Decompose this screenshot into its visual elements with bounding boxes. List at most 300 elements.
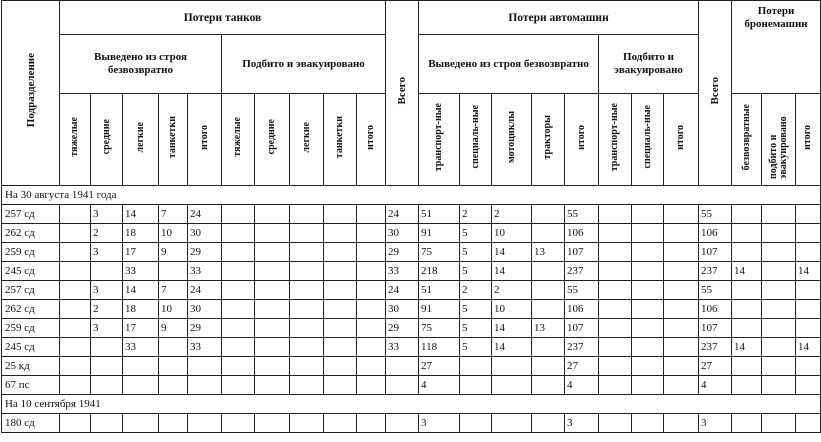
value-cell (255, 243, 290, 262)
value-cell (599, 205, 632, 224)
col-header: безвозвратные (732, 94, 762, 186)
value-cell (324, 262, 357, 281)
value-cell: 29 (386, 243, 419, 262)
value-cell (632, 224, 664, 243)
unit-cell: 245 сд (2, 338, 60, 357)
value-cell (762, 205, 796, 224)
value-cell: 18 (123, 224, 159, 243)
value-cell (762, 300, 796, 319)
value-cell (222, 376, 255, 395)
value-cell (60, 243, 91, 262)
value-cell: 237 (699, 338, 732, 357)
unit-cell: 257 сд (2, 281, 60, 300)
tanks-total-header: Всего (386, 1, 419, 186)
value-cell (324, 338, 357, 357)
value-cell (60, 338, 91, 357)
value-cell (796, 224, 821, 243)
value-cell: 5 (460, 338, 492, 357)
value-cell (732, 414, 762, 433)
value-cell: 237 (565, 262, 599, 281)
value-cell (796, 243, 821, 262)
value-cell: 3 (91, 319, 123, 338)
value-cell (255, 224, 290, 243)
value-cell (357, 319, 386, 338)
value-cell (290, 319, 324, 338)
value-cell (599, 319, 632, 338)
value-cell (732, 224, 762, 243)
value-cell: 3 (565, 414, 599, 433)
value-cell (255, 414, 290, 433)
value-cell: 4 (419, 376, 460, 395)
col-header: специаль-ные (632, 94, 664, 186)
value-cell: 10 (492, 300, 532, 319)
value-cell: 17 (123, 243, 159, 262)
value-cell (60, 205, 91, 224)
value-cell: 4 (565, 376, 599, 395)
value-cell: 106 (699, 224, 732, 243)
value-cell (222, 281, 255, 300)
unit-cell: 245 сд (2, 262, 60, 281)
value-cell: 106 (565, 300, 599, 319)
value-cell (632, 319, 664, 338)
value-cell: 9 (159, 243, 188, 262)
value-cell (324, 376, 357, 395)
value-cell (796, 414, 821, 433)
value-cell (222, 357, 255, 376)
value-cell (290, 205, 324, 224)
value-cell (290, 281, 324, 300)
tanks-irrecoverable-header: Выведено из строя безвозвратно (60, 35, 222, 94)
col-header: средние (91, 94, 123, 186)
value-cell: 75 (419, 243, 460, 262)
unit-cell: 67 пс (2, 376, 60, 395)
value-cell (324, 224, 357, 243)
value-cell (159, 376, 188, 395)
value-cell (664, 357, 699, 376)
value-cell (357, 205, 386, 224)
value-cell (222, 414, 255, 433)
value-cell (357, 357, 386, 376)
value-cell: 91 (419, 300, 460, 319)
value-cell: 27 (419, 357, 460, 376)
value-cell: 29 (188, 319, 222, 338)
value-cell (532, 224, 565, 243)
value-cell: 14 (732, 338, 762, 357)
value-cell (599, 224, 632, 243)
col-header: тяжелые (222, 94, 255, 186)
value-cell: 3 (91, 205, 123, 224)
value-cell (732, 300, 762, 319)
losses-table (1, 0, 821, 433)
value-cell (222, 262, 255, 281)
value-cell: 33 (386, 262, 419, 281)
value-cell (532, 262, 565, 281)
value-cell (762, 338, 796, 357)
value-cell: 51 (419, 281, 460, 300)
unit-cell: 262 сд (2, 224, 60, 243)
value-cell: 5 (460, 319, 492, 338)
value-cell (255, 338, 290, 357)
value-cell (732, 376, 762, 395)
table-row (2, 300, 821, 319)
value-cell (664, 243, 699, 262)
value-cell: 13 (532, 243, 565, 262)
unit-cell: 257 сд (2, 205, 60, 224)
value-cell: 14 (492, 262, 532, 281)
value-cell: 7 (159, 205, 188, 224)
value-cell: 30 (188, 224, 222, 243)
value-cell: 14 (796, 262, 821, 281)
value-cell: 10 (492, 224, 532, 243)
col-header: подбито и эвакуировано (762, 94, 796, 186)
value-cell (357, 338, 386, 357)
value-cell (632, 414, 664, 433)
value-cell: 75 (419, 319, 460, 338)
value-cell: 7 (159, 281, 188, 300)
value-cell: 106 (565, 224, 599, 243)
value-cell (599, 338, 632, 357)
value-cell (664, 319, 699, 338)
value-cell (324, 414, 357, 433)
value-cell (324, 300, 357, 319)
value-cell: 33 (123, 338, 159, 357)
unit-header: Подразделение (2, 1, 60, 186)
unit-cell: 259 сд (2, 319, 60, 338)
value-cell (324, 319, 357, 338)
col-header: мотоциклы (492, 94, 532, 186)
value-cell (796, 281, 821, 300)
value-cell (357, 224, 386, 243)
value-cell (188, 357, 222, 376)
col-header: итого (664, 94, 699, 186)
value-cell (732, 243, 762, 262)
value-cell (460, 414, 492, 433)
value-cell: 2 (492, 281, 532, 300)
table-header (2, 1, 821, 186)
value-cell (762, 224, 796, 243)
value-cell (255, 205, 290, 224)
value-cell: 10 (159, 300, 188, 319)
value-cell (222, 243, 255, 262)
value-cell (324, 281, 357, 300)
value-cell: 14 (492, 243, 532, 262)
value-cell (632, 338, 664, 357)
value-cell: 2 (91, 224, 123, 243)
col-header: тракторы (532, 94, 565, 186)
armored-group-header: Потери бронемашин (732, 1, 821, 94)
value-cell (91, 338, 123, 357)
value-cell (632, 281, 664, 300)
value-cell (732, 281, 762, 300)
value-cell (632, 376, 664, 395)
value-cell: 14 (492, 319, 532, 338)
table-row (2, 281, 821, 300)
value-cell: 24 (188, 205, 222, 224)
value-cell (357, 414, 386, 433)
value-cell: 30 (386, 300, 419, 319)
value-cell: 10 (159, 224, 188, 243)
value-cell (188, 376, 222, 395)
value-cell: 24 (386, 205, 419, 224)
value-cell: 55 (565, 205, 599, 224)
col-header: итого (357, 94, 386, 186)
vehicles-knocked-header: Подбито и эвакуировано (599, 35, 699, 94)
value-cell (255, 300, 290, 319)
col-header: итого (565, 94, 599, 186)
value-cell: 5 (460, 300, 492, 319)
col-header: легкие (290, 94, 324, 186)
value-cell: 237 (565, 338, 599, 357)
value-cell: 2 (460, 281, 492, 300)
value-cell (796, 319, 821, 338)
col-header: специаль-ные (460, 94, 492, 186)
col-header: транспорт-ные (419, 94, 460, 186)
value-cell (324, 205, 357, 224)
unit-cell: 262 сд (2, 300, 60, 319)
value-cell (632, 300, 664, 319)
value-cell (732, 205, 762, 224)
value-cell (664, 300, 699, 319)
col-header: танкетки (324, 94, 357, 186)
value-cell (255, 319, 290, 338)
value-cell (599, 376, 632, 395)
value-cell (255, 357, 290, 376)
value-cell: 30 (386, 224, 419, 243)
value-cell (532, 205, 565, 224)
section-title: На 10 сентября 1941 (2, 395, 821, 414)
table-row (2, 205, 821, 224)
value-cell (357, 300, 386, 319)
table-row (2, 243, 821, 262)
value-cell (91, 262, 123, 281)
value-cell: 14 (123, 205, 159, 224)
col-header: средние (255, 94, 290, 186)
value-cell (599, 414, 632, 433)
section-row (2, 186, 821, 205)
value-cell (290, 357, 324, 376)
value-cell (222, 205, 255, 224)
value-cell (123, 376, 159, 395)
value-cell (664, 281, 699, 300)
value-cell: 107 (699, 319, 732, 338)
unit-cell: 25 кд (2, 357, 60, 376)
value-cell: 5 (460, 262, 492, 281)
value-cell: 13 (532, 319, 565, 338)
section-row (2, 395, 821, 414)
value-cell (664, 224, 699, 243)
value-cell (60, 281, 91, 300)
value-cell: 91 (419, 224, 460, 243)
value-cell (532, 281, 565, 300)
value-cell (91, 376, 123, 395)
col-header: тяжелые (60, 94, 91, 186)
value-cell (91, 414, 123, 433)
value-cell: 118 (419, 338, 460, 357)
value-cell: 14 (732, 262, 762, 281)
value-cell (599, 262, 632, 281)
value-cell (492, 376, 532, 395)
value-cell: 3 (91, 243, 123, 262)
value-cell (255, 376, 290, 395)
value-cell (222, 338, 255, 357)
tanks-knocked-header: Подбито и эвакуировано (222, 35, 386, 94)
value-cell (60, 376, 91, 395)
value-cell: 55 (699, 281, 732, 300)
value-cell (664, 414, 699, 433)
value-cell (60, 300, 91, 319)
table-row (2, 376, 821, 395)
table-row (2, 338, 821, 357)
value-cell (324, 243, 357, 262)
value-cell: 29 (386, 319, 419, 338)
value-cell (290, 414, 324, 433)
value-cell: 237 (699, 262, 732, 281)
value-cell (386, 414, 419, 433)
value-cell (532, 338, 565, 357)
value-cell (664, 376, 699, 395)
value-cell: 24 (188, 281, 222, 300)
value-cell (532, 357, 565, 376)
vehicles-total-header: Всего (699, 1, 732, 186)
value-cell: 33 (386, 338, 419, 357)
table-body (2, 186, 821, 433)
value-cell (762, 243, 796, 262)
value-cell (290, 376, 324, 395)
value-cell: 3 (91, 281, 123, 300)
col-header: легкие (123, 94, 159, 186)
value-cell (159, 357, 188, 376)
value-cell: 2 (91, 300, 123, 319)
value-cell (357, 243, 386, 262)
table-row (2, 319, 821, 338)
value-cell (60, 262, 91, 281)
value-cell (532, 414, 565, 433)
value-cell (460, 376, 492, 395)
section-title: На 30 августа 1941 года (2, 186, 821, 205)
value-cell (188, 414, 222, 433)
value-cell (796, 300, 821, 319)
value-cell: 107 (699, 243, 732, 262)
value-cell: 51 (419, 205, 460, 224)
value-cell (732, 319, 762, 338)
value-cell (599, 243, 632, 262)
table-row (2, 357, 821, 376)
col-header: итого (796, 94, 821, 186)
value-cell: 2 (492, 205, 532, 224)
value-cell (796, 205, 821, 224)
value-cell: 27 (565, 357, 599, 376)
value-cell (532, 376, 565, 395)
value-cell (732, 357, 762, 376)
table-row (2, 414, 821, 433)
value-cell (796, 357, 821, 376)
value-cell (632, 262, 664, 281)
unit-cell: 180 сд (2, 414, 60, 433)
value-cell: 14 (796, 338, 821, 357)
value-cell: 4 (699, 376, 732, 395)
value-cell (159, 414, 188, 433)
value-cell (632, 243, 664, 262)
value-cell (159, 338, 188, 357)
col-header: итого (188, 94, 222, 186)
value-cell (255, 262, 290, 281)
value-cell: 9 (159, 319, 188, 338)
value-cell (159, 262, 188, 281)
value-cell: 5 (460, 243, 492, 262)
value-cell (664, 338, 699, 357)
value-cell (632, 205, 664, 224)
value-cell (386, 357, 419, 376)
value-cell: 14 (492, 338, 532, 357)
value-cell (290, 243, 324, 262)
value-cell: 33 (123, 262, 159, 281)
value-cell (599, 357, 632, 376)
value-cell: 107 (565, 243, 599, 262)
value-cell (290, 338, 324, 357)
value-cell (222, 224, 255, 243)
value-cell (599, 300, 632, 319)
value-cell (123, 414, 159, 433)
value-cell (632, 357, 664, 376)
value-cell (664, 262, 699, 281)
value-cell: 27 (699, 357, 732, 376)
unit-cell: 259 сд (2, 243, 60, 262)
value-cell (255, 281, 290, 300)
value-cell: 106 (699, 300, 732, 319)
value-cell: 17 (123, 319, 159, 338)
value-cell: 3 (419, 414, 460, 433)
value-cell (762, 281, 796, 300)
value-cell: 24 (386, 281, 419, 300)
table-row (2, 224, 821, 243)
value-cell: 218 (419, 262, 460, 281)
value-cell (599, 281, 632, 300)
value-cell (290, 262, 324, 281)
tanks-group-header: Потери танков (60, 1, 386, 35)
value-cell (492, 357, 532, 376)
value-cell (532, 300, 565, 319)
value-cell (762, 376, 796, 395)
value-cell: 2 (460, 205, 492, 224)
col-header: танкетки (159, 94, 188, 186)
value-cell (222, 300, 255, 319)
value-cell (796, 376, 821, 395)
value-cell (492, 414, 532, 433)
value-cell (386, 376, 419, 395)
value-cell (290, 300, 324, 319)
table-row (2, 262, 821, 281)
value-cell: 55 (565, 281, 599, 300)
value-cell: 29 (188, 243, 222, 262)
value-cell (664, 205, 699, 224)
value-cell (762, 262, 796, 281)
value-cell (60, 319, 91, 338)
value-cell: 14 (123, 281, 159, 300)
value-cell: 33 (188, 262, 222, 281)
value-cell (91, 357, 123, 376)
value-cell (357, 281, 386, 300)
value-cell (762, 319, 796, 338)
value-cell: 18 (123, 300, 159, 319)
value-cell: 55 (699, 205, 732, 224)
vehicles-group-header: Потери автомашин (419, 1, 699, 35)
value-cell (60, 224, 91, 243)
value-cell (324, 357, 357, 376)
value-cell (290, 224, 324, 243)
value-cell: 5 (460, 224, 492, 243)
value-cell (762, 357, 796, 376)
value-cell: 107 (565, 319, 599, 338)
